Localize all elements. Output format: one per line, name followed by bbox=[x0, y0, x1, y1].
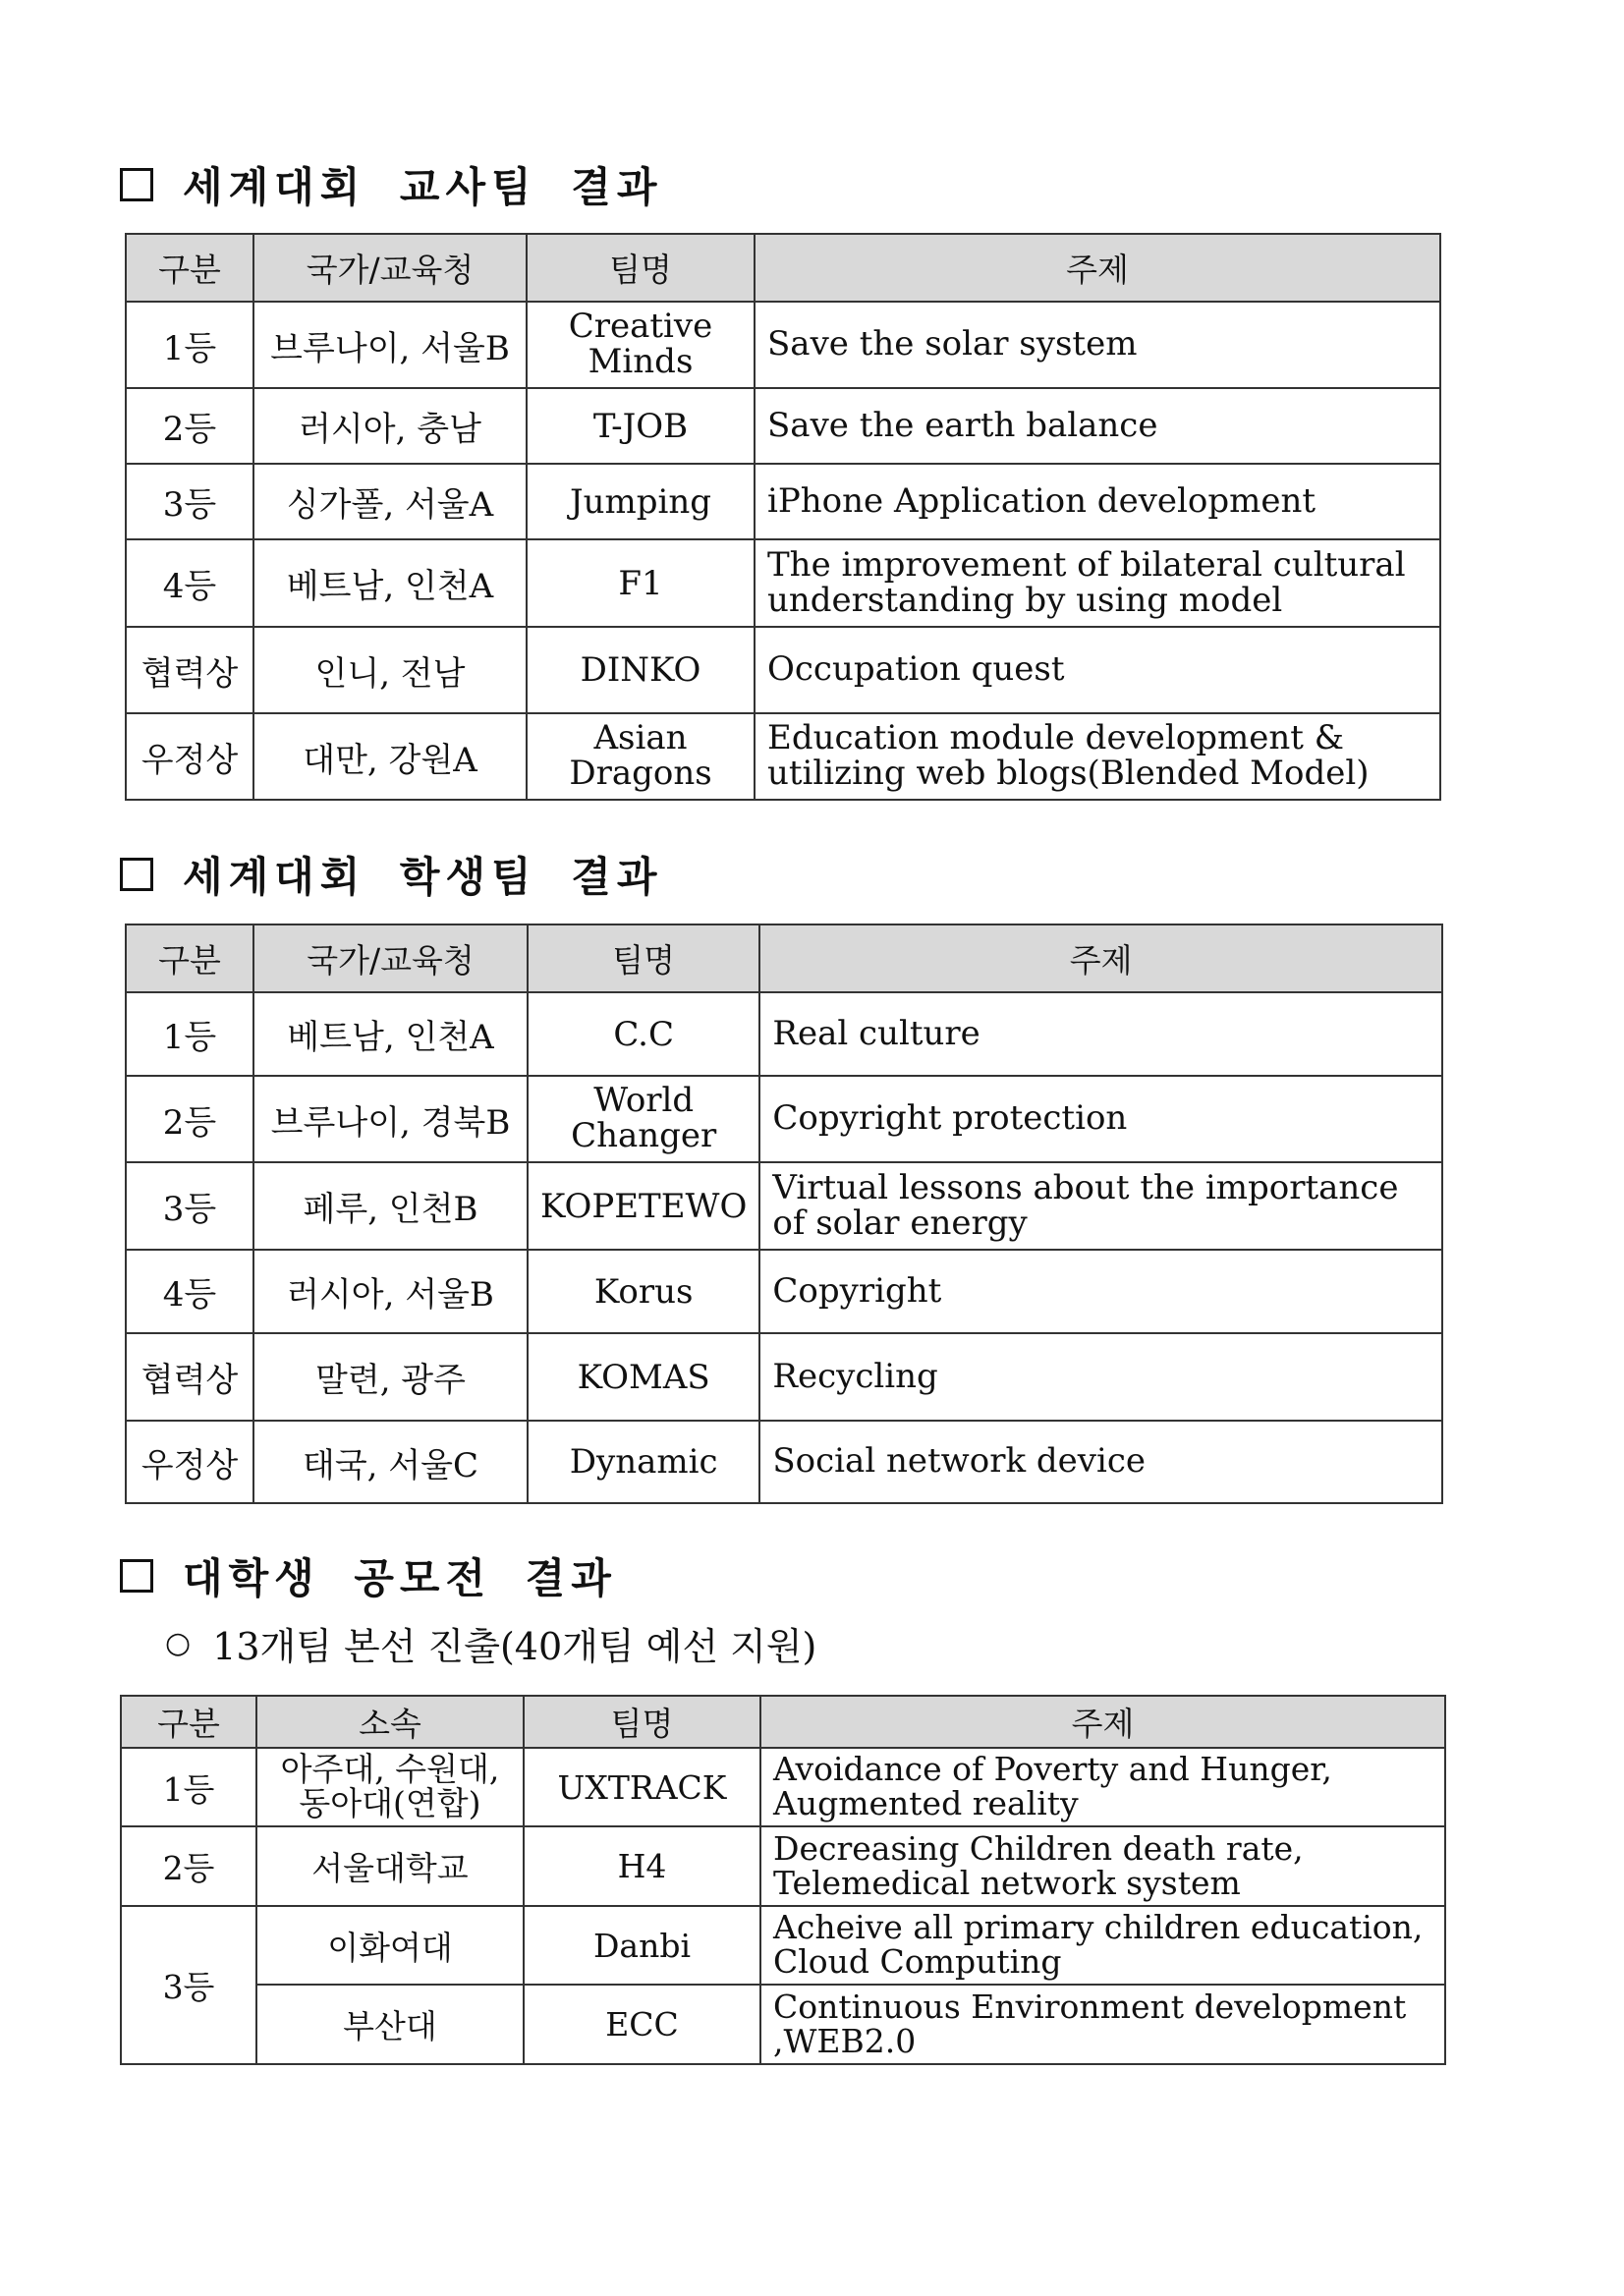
rank-cell: 2등 bbox=[126, 1076, 253, 1162]
team-cell: H4 bbox=[524, 1826, 760, 1906]
table-row bbox=[126, 627, 1440, 713]
topic-cell: Save the solar system bbox=[755, 302, 1440, 388]
subtitle-text: 13개팀 본선 진출(40개팀 예선 지원) bbox=[212, 1625, 817, 1668]
checkbox-square-icon bbox=[120, 858, 153, 891]
section-title: 세계대회 학생팀 결과 bbox=[183, 853, 663, 901]
team-cell: KOMAS bbox=[528, 1333, 759, 1421]
rank-cell: 4등 bbox=[126, 539, 253, 627]
team-cell: C.C bbox=[528, 992, 759, 1076]
header-country: 국가/교육청 bbox=[253, 234, 527, 302]
topic-cell: Real culture bbox=[759, 992, 1442, 1076]
section-title: 세계대회 교사팀 결과 bbox=[183, 163, 663, 211]
topic-cell: Decreasing Children death rate, Telemedical network system bbox=[760, 1826, 1445, 1906]
rank-cell: 협력상 bbox=[126, 1333, 253, 1421]
header-rank: 구분 bbox=[121, 1696, 256, 1748]
checkbox-square-icon bbox=[120, 168, 153, 201]
country-cell: 브루나이, 서울B bbox=[253, 302, 527, 388]
team-cell: UXTRACK bbox=[524, 1748, 760, 1826]
country-cell: 태국, 서울C bbox=[253, 1421, 528, 1503]
topic-cell: Education module development & utilizing web blogs(Blended Model) bbox=[755, 713, 1440, 800]
header-team: 팀명 bbox=[528, 924, 759, 992]
team-cell: Asian Dragons bbox=[527, 713, 755, 800]
topic-cell: The improvement of bilateral cultural understanding by using model bbox=[755, 539, 1440, 627]
team-cell: Creative Minds bbox=[527, 302, 755, 388]
header-team: 팀명 bbox=[527, 234, 755, 302]
country-cell: 베트남, 인천A bbox=[253, 992, 528, 1076]
section-heading-university bbox=[120, 1546, 617, 1605]
team-cell: DINKO bbox=[527, 627, 755, 713]
country-cell: 말련, 광주 bbox=[253, 1333, 528, 1421]
header-topic: 주제 bbox=[759, 924, 1442, 992]
topic-cell: Continuous Environment development ,WEB2.0 bbox=[760, 1985, 1445, 2064]
team-cell: Danbi bbox=[524, 1906, 760, 1985]
affiliation-cell: 서울대학교 bbox=[256, 1826, 524, 1906]
rank-cell: 1등 bbox=[126, 302, 253, 388]
table-row bbox=[121, 1748, 1445, 1826]
table-row bbox=[126, 1333, 1442, 1421]
rank-cell: 우정상 bbox=[126, 713, 253, 800]
country-cell: 브루나이, 경북B bbox=[253, 1076, 528, 1162]
table-row bbox=[121, 1985, 1445, 2064]
affiliation-cell: 부산대 bbox=[256, 1985, 524, 2064]
header-topic: 주제 bbox=[760, 1696, 1445, 1748]
university-results-table bbox=[120, 1695, 1446, 2065]
topic-cell: iPhone Application development bbox=[755, 464, 1440, 539]
table-row bbox=[126, 1162, 1442, 1250]
team-cell: Korus bbox=[528, 1250, 759, 1333]
table-header-row bbox=[126, 234, 1440, 302]
rank-cell: 1등 bbox=[126, 992, 253, 1076]
student-results-table bbox=[125, 924, 1443, 1504]
table-row bbox=[126, 388, 1440, 464]
topic-cell: Copyright protection bbox=[759, 1076, 1442, 1162]
section-title: 대학생 공모전 결과 bbox=[183, 1554, 617, 1602]
table-row bbox=[126, 539, 1440, 627]
table-row bbox=[126, 992, 1442, 1076]
topic-cell: Recycling bbox=[759, 1333, 1442, 1421]
rank-cell: 1등 bbox=[121, 1748, 256, 1826]
table-header-row bbox=[126, 924, 1442, 992]
table-row bbox=[126, 1076, 1442, 1162]
topic-cell: Acheive all primary children education, Cloud Computing bbox=[760, 1906, 1445, 1985]
country-cell: 인니, 전남 bbox=[253, 627, 527, 713]
header-rank: 구분 bbox=[126, 924, 253, 992]
rank-cell: 3등 bbox=[121, 1906, 256, 2064]
rank-cell: 우정상 bbox=[126, 1421, 253, 1503]
header-topic: 주제 bbox=[755, 234, 1440, 302]
table-row bbox=[121, 1826, 1445, 1906]
affiliation-cell: 이화여대 bbox=[256, 1906, 524, 1985]
section-heading-student bbox=[120, 845, 662, 904]
section-heading-teacher bbox=[120, 155, 662, 214]
country-cell: 러시아, 서울B bbox=[253, 1250, 528, 1333]
header-rank: 구분 bbox=[126, 234, 253, 302]
topic-cell: Copyright bbox=[759, 1250, 1442, 1333]
topic-cell: Occupation quest bbox=[755, 627, 1440, 713]
country-cell: 페루, 인천B bbox=[253, 1162, 528, 1250]
team-cell: Jumping bbox=[527, 464, 755, 539]
rank-cell: 3등 bbox=[126, 464, 253, 539]
topic-cell: Virtual lessons about the importance of solar energy bbox=[759, 1162, 1442, 1250]
rank-cell: 4등 bbox=[126, 1250, 253, 1333]
table-row bbox=[126, 302, 1440, 388]
university-subtitle bbox=[165, 1616, 816, 1670]
topic-cell: Avoidance of Poverty and Hunger, Augmented reality bbox=[760, 1748, 1445, 1826]
table-row bbox=[126, 713, 1440, 800]
table-row bbox=[126, 464, 1440, 539]
team-cell: World Changer bbox=[528, 1076, 759, 1162]
topic-cell: Save the earth balance bbox=[755, 388, 1440, 464]
table-row bbox=[126, 1421, 1442, 1503]
team-cell: ECC bbox=[524, 1985, 760, 2064]
teacher-results-table bbox=[125, 233, 1441, 801]
team-cell: KOPETEWO bbox=[528, 1162, 759, 1250]
team-cell: Dynamic bbox=[528, 1421, 759, 1503]
affiliation-cell: 아주대, 수원대, 동아대(연합) bbox=[256, 1748, 524, 1826]
rank-cell: 3등 bbox=[126, 1162, 253, 1250]
table-header-row bbox=[121, 1696, 1445, 1748]
rank-cell: 2등 bbox=[126, 388, 253, 464]
country-cell: 러시아, 충남 bbox=[253, 388, 527, 464]
team-cell: F1 bbox=[527, 539, 755, 627]
circle-bullet-icon: ○ bbox=[165, 1626, 192, 1660]
rank-cell: 협력상 bbox=[126, 627, 253, 713]
team-cell: T-JOB bbox=[527, 388, 755, 464]
table-row bbox=[126, 1250, 1442, 1333]
header-affiliation: 소속 bbox=[256, 1696, 524, 1748]
country-cell: 베트남, 인천A bbox=[253, 539, 527, 627]
country-cell: 대만, 강원A bbox=[253, 713, 527, 800]
topic-cell: Social network device bbox=[759, 1421, 1442, 1503]
header-team: 팀명 bbox=[524, 1696, 760, 1748]
table-row bbox=[121, 1906, 1445, 1985]
checkbox-square-icon bbox=[120, 1559, 153, 1593]
country-cell: 싱가폴, 서울A bbox=[253, 464, 527, 539]
header-country: 국가/교육청 bbox=[253, 924, 528, 992]
rank-cell: 2등 bbox=[121, 1826, 256, 1906]
